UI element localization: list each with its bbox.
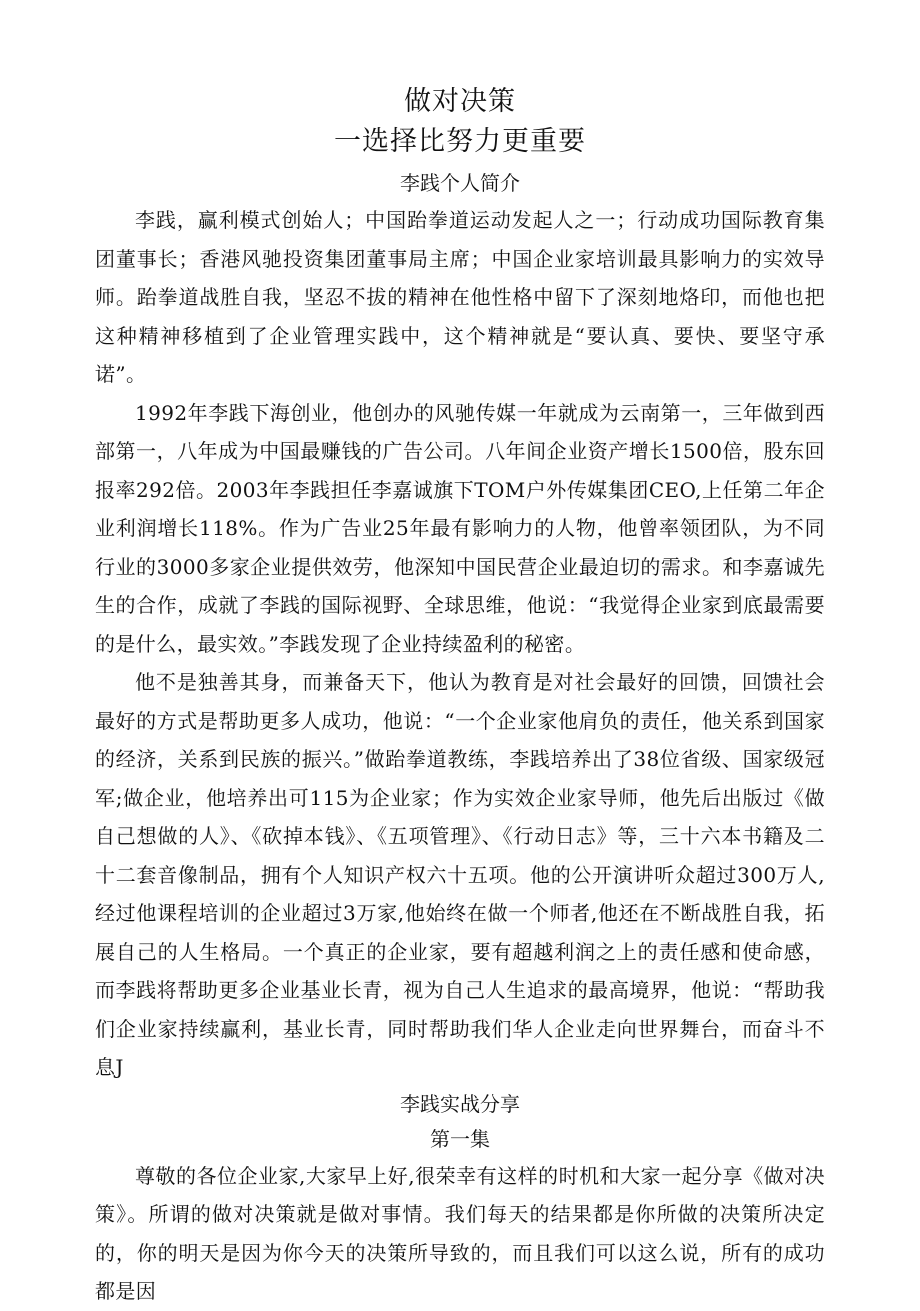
- bio-paragraph-1: 李践，赢利模式创始人；中国跆拳道运动发起人之一；行动成功国际教育集团董事长；香港风驰投资集团董事局主席；中国企业家培训最具影响力的实效导师。跆拳道战胜自我，坚忍不拔的精神在他性格中留下了深刻地烙印，而他也把这种精神移植到了企业管理实践中，这个精神就是“要认真、要快、要坚守承诺”。: [95, 208, 825, 386]
- bio-paragraph-3: 他不是独善其身，而兼备天下，他认为教育是对社会最好的回馈，回馈社会最好的方式是帮助更多人成功，他说：“一个企业家他肩负的责任，他关系到国家的经济，关系到民族的振兴。”做跆拳道教练，李践培养出了38位省级、国家级冠军;做企业，他培养出可115为企业家；作为实效企业家导师，他先后出版过《做自己想做的人》、《砍掉本钱》、《五项管理》、《行动日志》等，三十六本书籍及二十二套音像制品，拥有个人知识产权六十五项。他的公开演讲听众超过300万人,经过他课程培训的企业超过3万家,他始终在做一个师者,他还在不断战胜自我，拓展自己的人生格局。一个真正的企业家，要有超越利润之上的责任感和使命感，而李践将帮助更多企业基业长青，视为自己人生追求的最高境界，他说：“帮助我们企业家持续赢利，基业长青，同时帮助我们华人企业走向世界舞台，而奋斗不息J: [95, 670, 825, 1079]
- episode-heading: 第一集: [430, 1126, 490, 1151]
- document-title: 做对决策: [404, 86, 516, 117]
- bio-paragraph-2: 1992年李践下海创业，他创办的风驰传媒一年就成为云南第一，三年做到西部第一，八年成为中国最赚钱的广告公司。八年间企业资产增长1500倍，股东回报率292倍。2003年李践担任李嘉诚旗下TOM户外传媒集团CEO,上任第二年企业利润增长118%。作为广告业25年最有影响力的人物，他曾率领团队，为不同行业的3000多家企业提供效劳，他深知中国民营企业最迫切的需求。和李嘉诚先生的合作，成就了李践的国际视野、全球思维，他说：“我觉得企业家到底最需要的是什么，最实效。”李践发现了企业持续盈利的秘密。: [95, 400, 825, 656]
- episode-paragraph: 尊敬的各位企业家,大家早上好,很荣幸有这样的时机和大家一起分享《做对决策》。所谓的做对决策就是做对事情。我们每天的结果都是你所做的决策所决定的，你的明天是因为你今天的决策所导致的，而且我们可以这么说，所有的成功都是因: [95, 1163, 825, 1303]
- share-heading: 李践实战分享: [400, 1091, 520, 1116]
- document-subtitle: 一选择比努力更重要: [334, 126, 586, 157]
- profile-heading: 李践个人简介: [400, 171, 520, 195]
